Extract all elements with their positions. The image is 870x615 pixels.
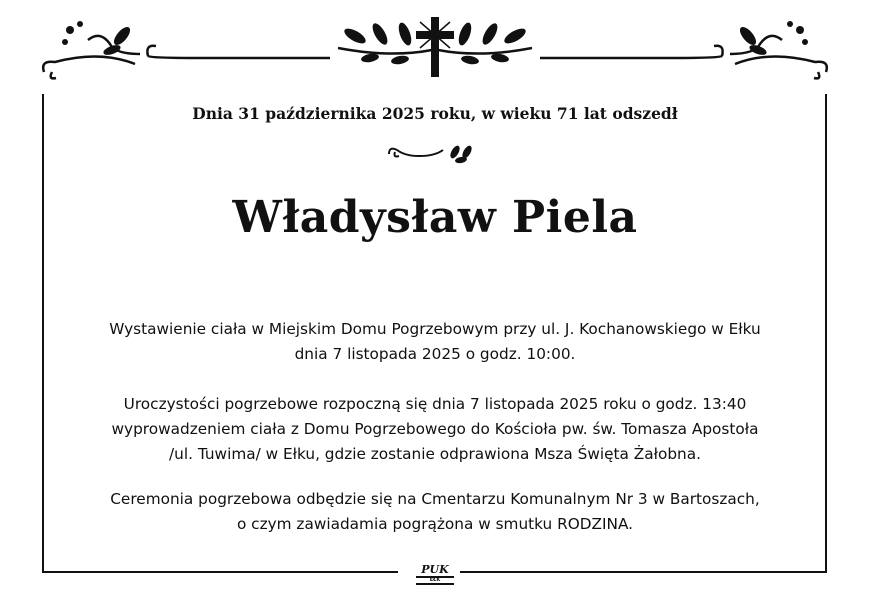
death-announcement: Dnia 31 października 2025 roku, w wieku 71 lat odszedł — [192, 104, 678, 123]
logo-bottom-text: EŁK — [416, 576, 454, 585]
text-line: /ul. Tuwima/ w Ełku, gdzie zostanie odprawiona Msza Święta Żałobna. — [169, 445, 701, 463]
text-line: wyprowadzeniem ciała z Domu Pogrzebowego do Kościoła pw. św. Tomasza Apostoła — [111, 420, 759, 438]
text-line: Wystawienie ciała w Miejskim Domu Pogrzebowym przy ul. J. Kochanowskiego w Ełku — [109, 320, 761, 338]
text-line: Uroczystości pogrzebowe rozpoczną się dnia 7 listopada 2025 roku o godz. 13:40 — [123, 395, 747, 413]
text-line: Ceremonia pogrzebowa odbędzie się na Cmentarzu Komunalnym Nr 3 w Bartoszach, — [110, 490, 760, 508]
deceased-name: Władysław Piela — [232, 192, 638, 243]
frame-left — [42, 94, 44, 573]
frame-bottom-left — [42, 571, 398, 573]
cross-icon — [416, 17, 454, 77]
divider-ornament — [385, 142, 485, 168]
puk-logo — [412, 564, 458, 585]
paragraph-ceremony — [50, 392, 820, 467]
frame-right — [825, 94, 827, 573]
text-line: o czym zawiadamia pogrążona w smutku RODZINA. — [236, 515, 634, 533]
frame-bottom-right — [460, 571, 827, 573]
text-line: dnia 7 listopada 2025 o godz. 10:00. — [294, 345, 576, 363]
paragraph-viewing — [50, 317, 820, 367]
top-ornament — [0, 0, 870, 95]
logo-top-text: PUK — [421, 563, 449, 576]
paragraph-burial — [50, 487, 820, 537]
